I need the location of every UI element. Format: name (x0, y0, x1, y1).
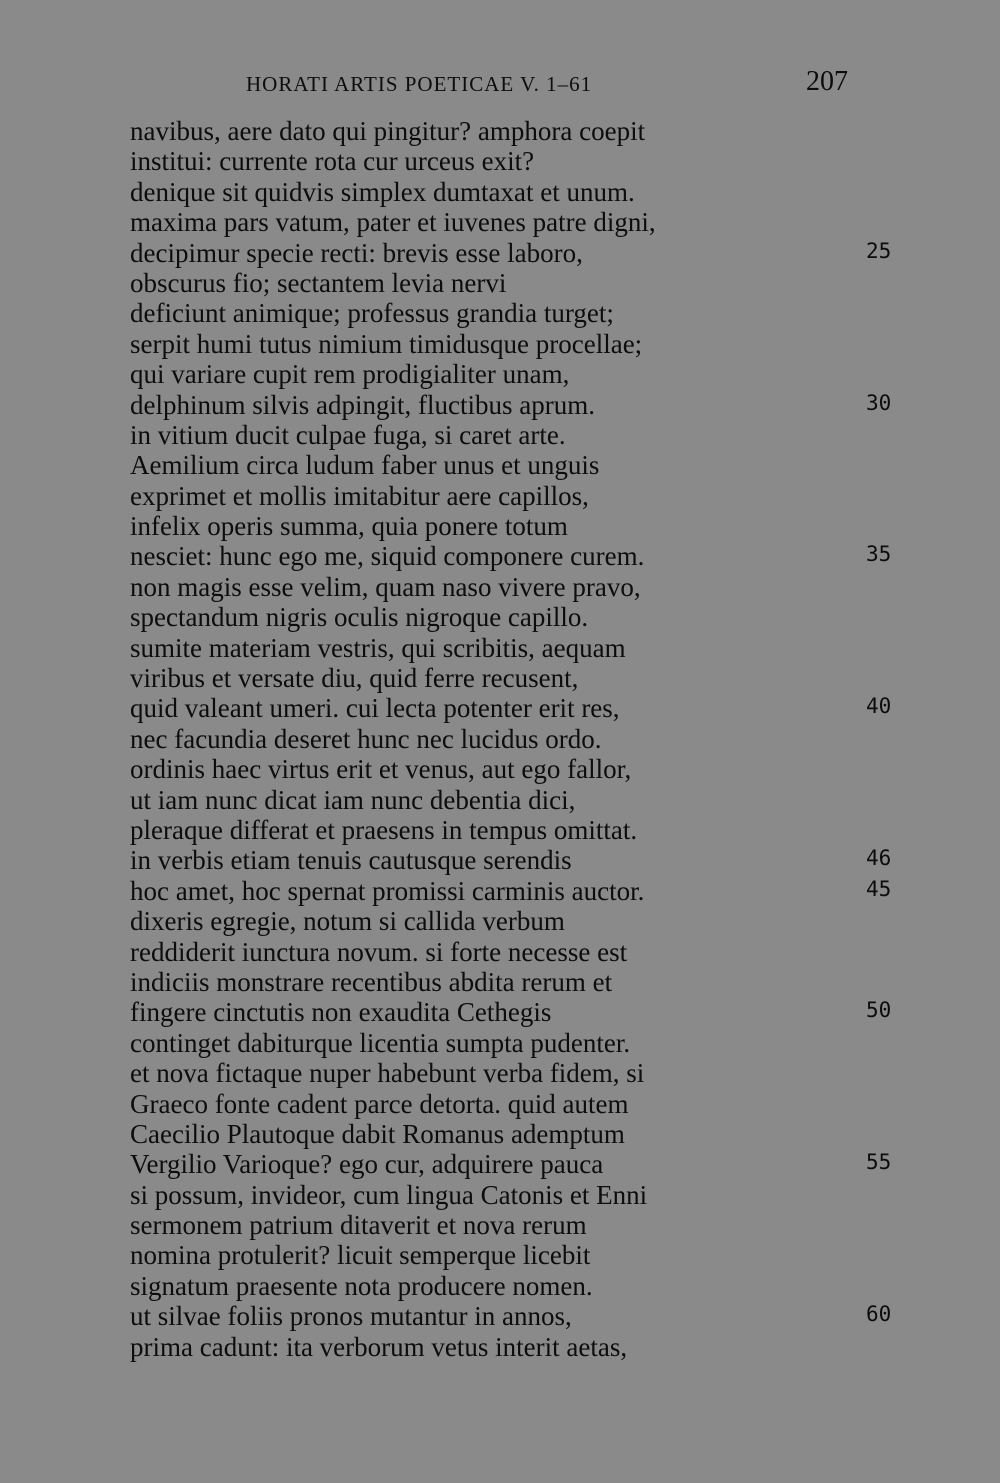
verse-line (130, 146, 930, 176)
verse-line-text: deficiunt animique; professus grandia turget; (130, 298, 614, 329)
verse-line (130, 1119, 930, 1149)
verse-line (130, 116, 930, 146)
verse-line (130, 754, 930, 784)
verse-line (130, 724, 930, 754)
verse-line (130, 268, 930, 298)
verse-line (130, 1301, 930, 1331)
verse-line-text: ut iam nunc dicat iam nunc debentia dici, (130, 784, 576, 815)
verse-line-text: infelix operis summa, quia ponere totum (130, 511, 568, 542)
verse-line-text: reddiderit iunctura novum. si forte necesse est (130, 936, 628, 967)
verse-line (130, 693, 930, 723)
verse-line (130, 876, 930, 906)
verse-line-text: qui variare cupit rem prodigialiter unam, (130, 359, 570, 390)
verse-line-text: viribus et versate diu, quid ferre recusent, (130, 663, 579, 694)
line-number: 45 (866, 876, 892, 901)
verse-line-text: ordinis haec virtus erit et venus, aut ego fallor, (130, 754, 632, 785)
verse-line-text: exprimet et mollis imitabitur aere capillos, (130, 480, 589, 511)
verse-line-text: si possum, invideor, cum lingua Catonis et Enni (130, 1179, 648, 1210)
verse-line-text: dixeris egregie, notum si callida verbum (130, 906, 565, 937)
verse-line (130, 390, 930, 420)
verse-line-text: sermonem patrium ditaverit et nova rerum (130, 1210, 587, 1241)
running-title: HORATI ARTIS POETICAE V. 1–61 (246, 72, 593, 96)
line-number: 50 (866, 998, 892, 1023)
verse-line-text: fingere cinctutis non exaudita Cethegis (130, 997, 552, 1028)
verse-line (130, 663, 930, 693)
verse-line-text: institui: currente rota cur urceus exit? (130, 146, 535, 177)
verse-line-text: spectandum nigris oculis nigroque capillo. (130, 602, 589, 633)
verse-line-text: decipimur specie recti: brevis esse laboro, (130, 237, 583, 268)
verse-line (130, 541, 930, 571)
verse-line (130, 997, 930, 1027)
verse-line-text: ut silvae foliis pronos mutantur in annos, (130, 1301, 572, 1332)
verse-line (130, 1210, 930, 1240)
verse-line (130, 359, 930, 389)
verse-line-text: non magis esse velim, quam naso vivere pravo, (130, 571, 641, 602)
verse-line-text: denique sit quidvis simplex dumtaxat et unum. (130, 176, 635, 207)
verse-line (130, 572, 930, 602)
verse-line (130, 1240, 930, 1270)
verse-line-text: Caecilio Plautoque dabit Romanus ademptum (130, 1118, 625, 1149)
verse-line-text: continget dabiturque licentia sumpta pudenter. (130, 1027, 631, 1058)
verse-line-text: quid valeant umeri. cui lecta potenter erit res, (130, 693, 620, 724)
line-number: 40 (866, 694, 892, 719)
verse-line-text: Vergilio Varioque? ego cur, adquirere pauca (130, 1149, 604, 1180)
line-number: 35 (866, 542, 892, 567)
verse-line-text: navibus, aere dato qui pingitur? amphora coepit (130, 116, 646, 146)
verse-line-text: serpit humi tutus nimium timidusque procellae; (130, 328, 643, 359)
verse-line-text: hoc amet, hoc spernat promissi carminis auctor. (130, 875, 645, 906)
verse-line (130, 238, 930, 268)
verse-line (130, 1332, 930, 1362)
verse-line-text: sumite materiam vestris, qui scribitis, aequam (130, 632, 626, 663)
line-number: 55 (866, 1150, 892, 1175)
verse-line (130, 1271, 930, 1301)
verse-line (130, 450, 930, 480)
verse-line (130, 298, 930, 328)
verse-line-text: pleraque differat et praesens in tempus omittat. (130, 814, 638, 845)
page-number: 207 (806, 66, 848, 97)
verse-line (130, 420, 930, 450)
verse-line (130, 815, 930, 845)
verse-line-text: nec facundia deseret hunc nec lucidus ordo. (130, 723, 602, 754)
verse-text-block (130, 116, 930, 1362)
verse-line (130, 511, 930, 541)
verse-line (130, 207, 930, 237)
verse-line-text: in verbis etiam tenuis cautusque serendis (130, 845, 572, 876)
verse-line (130, 633, 930, 663)
verse-line-text: signatum praesente nota producere nomen. (130, 1270, 593, 1301)
verse-line (130, 602, 930, 632)
verse-line-text: Graeco fonte cadent parce detorta. quid autem (130, 1088, 629, 1119)
verse-line-text: indiciis monstrare recentibus abdita rerum et (130, 966, 613, 997)
verse-line (130, 1058, 930, 1088)
verse-line (130, 1180, 930, 1210)
verse-line (130, 1089, 930, 1119)
verse-line-text: obscurus fio; sectantem levia nervi (130, 267, 507, 298)
verse-line (130, 967, 930, 997)
page-header (0, 66, 1000, 100)
verse-line-text: in vitium ducit culpae fuga, si caret arte. (130, 419, 566, 450)
line-number: 25 (866, 238, 892, 263)
verse-line-text: et nova fictaque nuper habebunt verba fidem, si (130, 1058, 645, 1089)
line-number: 60 (866, 1302, 892, 1327)
verse-line (130, 937, 930, 967)
verse-line (130, 785, 930, 815)
verse-line-text: delphinum silvis adpingit, fluctibus aprum. (130, 389, 595, 420)
verse-line-text: prima cadunt: ita verborum vetus interit aetas, (130, 1331, 628, 1362)
verse-line (130, 845, 930, 875)
verse-line-text: Aemilium circa ludum faber unus et unguis (130, 450, 600, 481)
verse-line (130, 906, 930, 936)
verse-line (130, 1028, 930, 1058)
verse-line (130, 1149, 930, 1179)
verse-line-text: nomina protulerit? licuit semperque licebit (130, 1240, 591, 1271)
verse-line (130, 177, 930, 207)
verse-line-text: nesciet: hunc ego me, siquid componere curem. (130, 541, 645, 572)
verse-line (130, 481, 930, 511)
verse-line-text: maxima pars vatum, pater et iuvenes patre digni, (130, 207, 656, 238)
line-number: 46 (866, 846, 892, 871)
line-number: 30 (866, 390, 892, 415)
verse-line (130, 329, 930, 359)
